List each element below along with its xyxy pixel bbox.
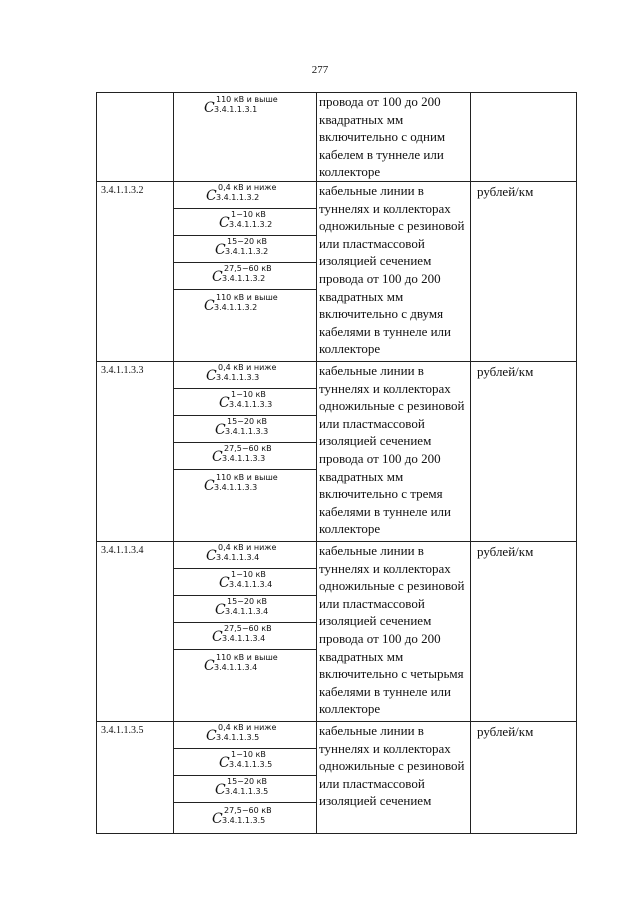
unit-cell: рублей/км xyxy=(471,721,577,833)
page-number: 277 xyxy=(311,64,329,76)
description-cell: кабельные линии в туннелях и коллекторах одножильные с резиновой или пластмассовой изоляцией сечением провода от 100 до 200 квадратных мм включительно с двумя кабелями в туннеле или коллекторе xyxy=(317,181,471,361)
rate-symbol: C 110 кВ и выше 3.4.1.1.3.3 xyxy=(204,472,278,494)
rate-cell xyxy=(174,181,317,361)
code-cell xyxy=(97,93,174,182)
table-row xyxy=(97,361,577,541)
rate-symbol: C 110 кВ и выше 3.4.1.1.3.2 xyxy=(204,292,278,314)
rate-cell xyxy=(174,721,317,833)
rate-symbol: C 110 кВ и выше 3.4.1.1.3.4 xyxy=(204,652,278,674)
code-cell: 3.4.1.1.3.2 xyxy=(97,181,174,361)
rate-symbol: C 27,5−60 кВ 3.4.1.1.3.4 xyxy=(212,623,272,645)
description-cell: кабельные линии в туннелях и коллекторах одножильные с резиновой или пластмассовой изоляцией сечением xyxy=(317,721,471,833)
rate-cell xyxy=(174,541,317,721)
description-cell: провода от 100 до 200 квадратных мм включительно с одним кабелем в туннеле или коллекторе xyxy=(317,93,471,182)
rate-symbol: C 15−20 кВ 3.4.1.1.3.3 xyxy=(215,416,269,438)
rate-symbol: C 1−10 кВ 3.4.1.1.3.5 xyxy=(219,749,273,771)
rate-symbol: C 110 кВ и выше 3.4.1.1.3.1 xyxy=(204,95,278,116)
table-row xyxy=(97,541,577,721)
rate-symbol: C 27,5−60 кВ 3.4.1.1.3.2 xyxy=(212,263,272,285)
rate-symbol: C 0,4 кВ и ниже 3.4.1.1.3.5 xyxy=(206,722,277,744)
rate-symbol: C 15−20 кВ 3.4.1.1.3.4 xyxy=(215,596,269,618)
table-row xyxy=(97,181,577,361)
description-cell: кабельные линии в туннелях и коллекторах одножильные с резиновой или пластмассовой изоляцией сечением провода от 100 до 200 квадратных мм включительно с тремя кабелями в туннеле или коллекторе xyxy=(317,361,471,541)
code-cell: 3.4.1.1.3.3 xyxy=(97,361,174,541)
rate-symbol: C 0,4 кВ и ниже 3.4.1.1.3.3 xyxy=(206,362,277,384)
code-cell: 3.4.1.1.3.4 xyxy=(97,541,174,721)
rate-symbol: C 0,4 кВ и ниже 3.4.1.1.3.4 xyxy=(206,542,277,564)
rate-symbol: C 1−10 кВ 3.4.1.1.3.2 xyxy=(219,209,273,231)
table-row xyxy=(97,721,577,833)
tariff-table xyxy=(96,92,577,834)
rate-cell xyxy=(174,361,317,541)
unit-cell: рублей/км xyxy=(471,361,577,541)
unit-cell: рублей/км xyxy=(471,181,577,361)
table-row xyxy=(97,93,577,182)
rate-symbol: C 27,5−60 кВ 3.4.1.1.3.3 xyxy=(212,443,272,465)
rate-symbol: C 1−10 кВ 3.4.1.1.3.3 xyxy=(219,389,273,411)
rate-symbol: C 0,4 кВ и ниже 3.4.1.1.3.2 xyxy=(206,182,277,204)
unit-cell xyxy=(471,93,577,182)
description-cell: кабельные линии в туннелях и коллекторах одножильные с резиновой или пластмассовой изоляцией сечением провода от 100 до 200 квадратных мм включительно с четырьмя кабелями в туннеле или коллекторе xyxy=(317,541,471,721)
unit-cell: рублей/км xyxy=(471,541,577,721)
rate-cell xyxy=(174,93,317,182)
rate-symbol: C 27,5−60 кВ 3.4.1.1.3.5 xyxy=(212,805,272,827)
code-cell: 3.4.1.1.3.5 xyxy=(97,721,174,833)
rate-symbol: C 15−20 кВ 3.4.1.1.3.5 xyxy=(215,776,269,798)
rate-symbol: C 15−20 кВ 3.4.1.1.3.2 xyxy=(215,236,269,258)
rate-symbol: C 1−10 кВ 3.4.1.1.3.4 xyxy=(219,569,273,591)
